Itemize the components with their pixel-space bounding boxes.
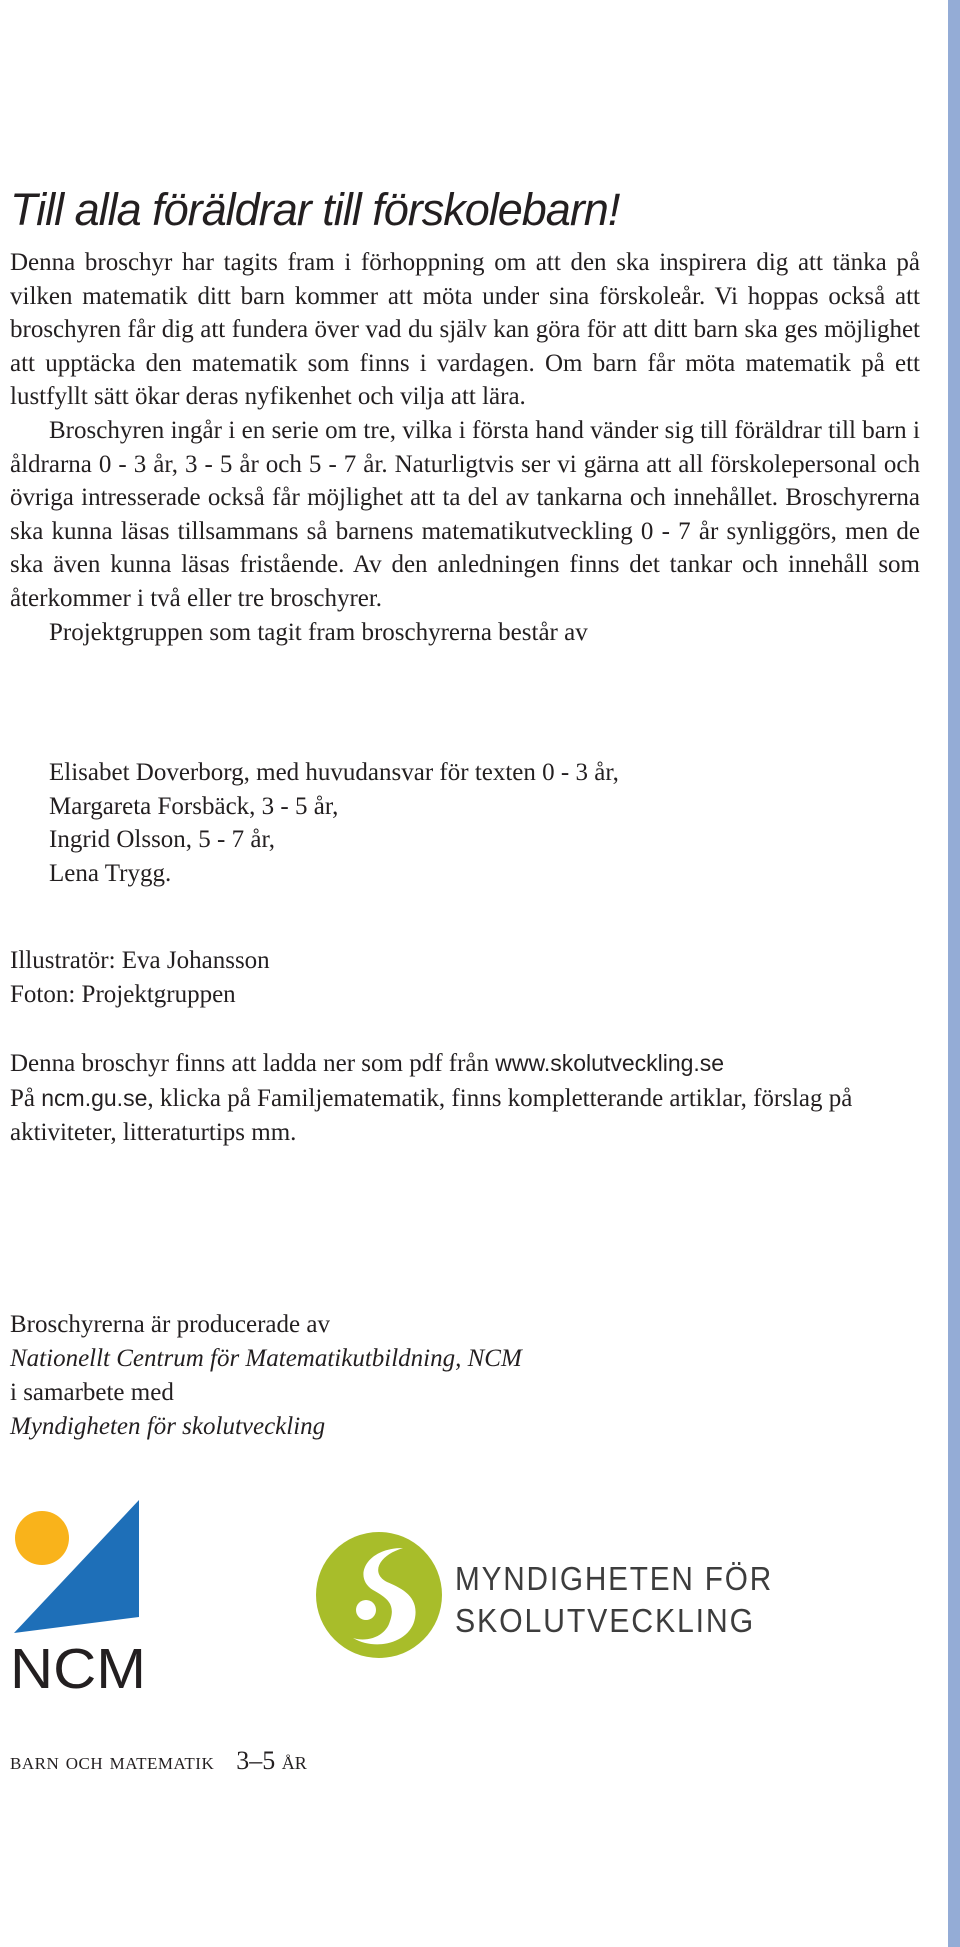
- ncm-logo: [10, 1498, 150, 1692]
- producer-ncm: Nationellt Centrum för Matematikutbildning, NCM: [10, 1345, 522, 1372]
- side-stripe: [948, 0, 960, 1947]
- paragraph-series: Broschyren ingår i en serie om tre, vilka i första hand vänder sig till föräldrar till barn i åldrarna 0 - 3 år, 3 - 5 år och 5 - 7 år. Naturligtvis ser vi gärna att all förskolepersonal och övriga intresserade också får möjlighet att ta del av tankarna och innehållet. Broschyrerna ska kunna läsas tillsammans så barnens matematikutveckling 0 - 7 år synliggörs, men de ska även kunna läsas fristående. Av den anledningen finns det tankar och innehåll som återkommer i två eller tre broschyrer.: [10, 416, 920, 612]
- ncm-info-line: [10, 1081, 920, 1150]
- ncm-info-prefix: På: [10, 1085, 42, 1112]
- download-text: Denna broschyr finns att ladda ner som pdf från: [10, 1050, 496, 1077]
- ncm-info-text: , klicka på Familjematematik, finns kompletterande artiklar, förslag på aktiviteter, litteraturtips mm.: [10, 1085, 853, 1146]
- credits: [10, 944, 270, 1012]
- producers-connector: i samarbete med: [10, 1379, 174, 1406]
- ncm-logo-text: NCM: [10, 1637, 146, 1692]
- skolutveckling-link[interactable]: www.skolutveckling.se: [495, 1050, 725, 1076]
- illustrator-credit: Illustratör: Eva Johansson: [10, 947, 270, 974]
- footer: [10, 1746, 307, 1776]
- myndigheten-name-line1: MYNDIGHETEN FÖR: [455, 1560, 773, 1597]
- download-info: [10, 1046, 920, 1150]
- intro-text: [10, 246, 920, 649]
- producers-intro: Broschyrerna är producerade av: [10, 1311, 330, 1338]
- paragraph-intro: Denna broschyr har tagits fram i förhoppning om att den ska inspirera dig att tänka på vilken matematik ditt barn kommer att möta under sina förskoleår. Vi hoppas också att broschyren får dig att fundera över vad du själv kan göra för att ditt barn ska ges möjlighet att upptäcka den matematik som finns i vardagen. Om barn får möta matematik på ett lustfyllt sätt ökar deras nyfikenhet och vilja att lära.: [10, 249, 920, 411]
- footer-age-range: 3–5 år: [236, 1746, 307, 1775]
- photo-credit: Foton: Projektgruppen: [10, 981, 236, 1008]
- project-member: Margareta Forsbäck, 3 - 5 år,: [49, 792, 339, 820]
- myndigheten-swirl-icon: [316, 1532, 442, 1658]
- myndigheten-logo: [315, 1530, 785, 1660]
- ncm-link[interactable]: ncm.gu.se: [41, 1085, 148, 1111]
- project-member: Elisabet Doverborg, med huvudansvar för texten 0 - 3 år,: [49, 759, 619, 786]
- footer-series: barn och matematik: [10, 1749, 215, 1775]
- project-member: Lena Trygg.: [49, 859, 172, 887]
- paragraph-project-group: Projektgruppen som tagit fram broschyrerna består av: [49, 618, 588, 646]
- ncm-logo-sun-icon: [15, 1511, 69, 1565]
- project-member: Ingrid Olsson, 5 - 7 år,: [49, 826, 276, 854]
- producer-myndigheten: Myndigheten för skolutveckling: [10, 1413, 326, 1440]
- project-group-list: [49, 756, 619, 890]
- download-line: [10, 1046, 920, 1081]
- producers: [10, 1308, 522, 1444]
- myndigheten-name-line2: SKOLUTVECKLING: [455, 1602, 755, 1639]
- page-title: Till alla föräldrar till förskolebarn!: [10, 184, 620, 235]
